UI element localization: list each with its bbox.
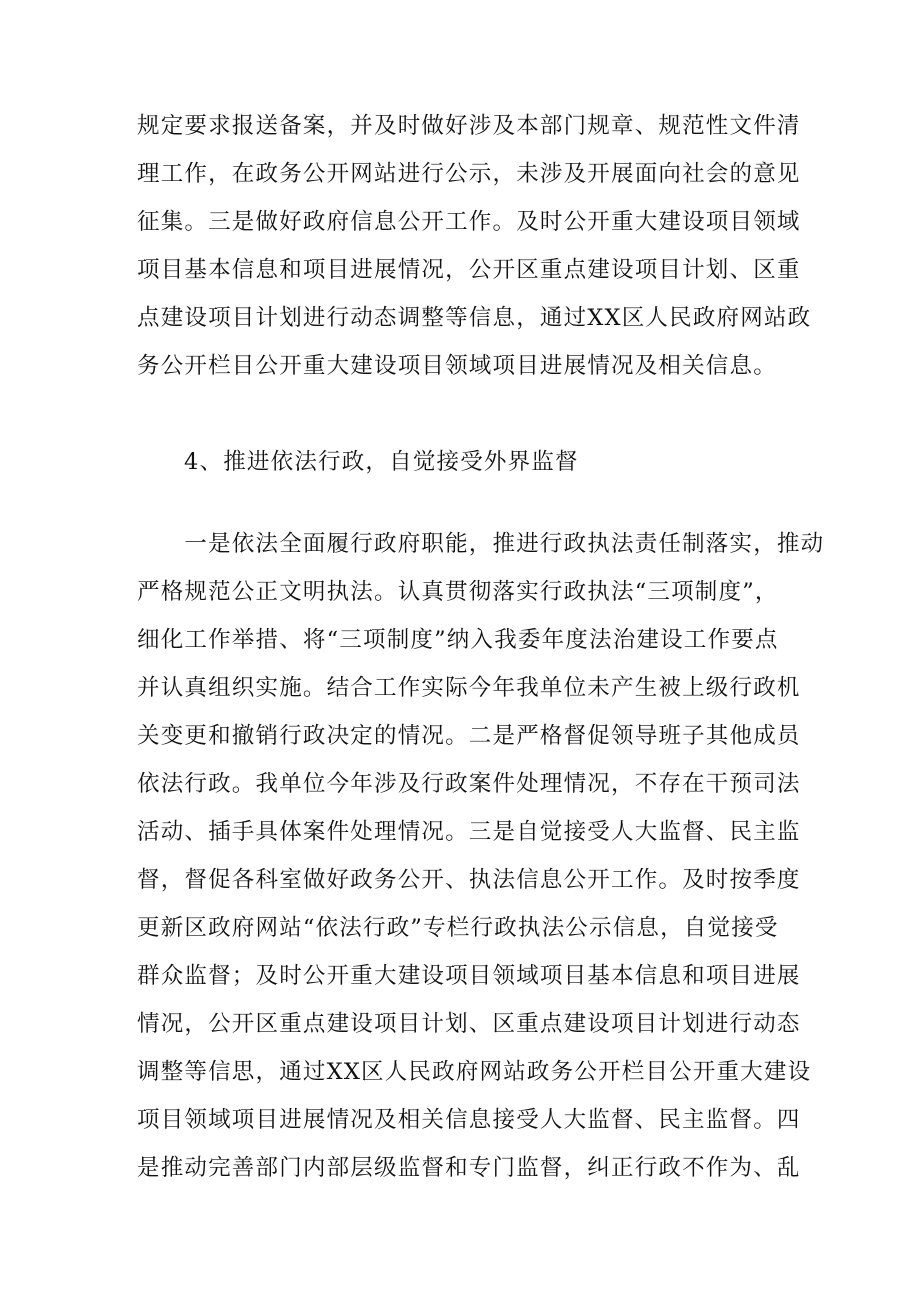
paragraph-line: 情况，公开区重点建设项目计划、区重点建设项目计划进行动态 [137,1011,801,1037]
paragraph-line: 是推动完善部门内部层级监督和专门监督，纠正行政不作为、乱 [137,1155,801,1181]
paragraph-line: 细化工作举措、将“三项制度”纳入我委年度法治建设工作要点 [137,627,779,653]
paragraph-line: 督，督促各科室做好政务公开、执法信息公开工作。及时按季度 [137,867,801,893]
paragraph-line: 群众监督；及时公开重大建设项目领域项目基本信息和项目进展 [137,963,801,989]
paragraph-line: 活动、插手具体案件处理情况。三是自觉接受人大监督、民主监 [137,819,801,845]
paragraph-line: 严格规范公正文明执法。认真贯彻落实行政执法“三项制度”， [137,579,779,605]
section-heading: 4、推进依法行政，自觉接受外界监督 [184,449,579,475]
paragraph-line: 点建设项目计划进行动态调整等信息，通过XX区人民政府网站政 [137,305,812,331]
paragraph-line: 征集。三是做好政府信息公开工作。及时公开重大建设项目领域 [137,209,801,235]
paragraph-1 [137,102,812,390]
paragraph-line: 依法行政。我单位今年涉及行政案件处理情况，不存在干预司法 [137,771,801,797]
paragraph-line: 更新区政府网站“依法行政”专栏行政执法公示信息，自觉接受 [137,915,779,941]
paragraph-line: 务公开栏目公开重大建设项目领域项目进展情况及相关信息。 [137,353,777,379]
paragraph-line: 并认真组织实施。结合工作实际今年我单位未产生被上级行政机 [137,675,801,701]
paragraph-line: 关变更和撤销行政决定的情况。二是严格督促领导班子其他成员 [137,723,801,749]
paragraph-line: 理工作，在政务公开网站进行公示，未涉及开展面向社会的意见 [137,161,801,187]
paragraph-2 [137,520,825,1192]
paragraph-line: 规定要求报送备案，并及时做好涉及本部门规章、规范性文件清 [137,113,801,139]
paragraph-line: 项目基本信息和项目进展情况，公开区重点建设项目计划、区重 [137,257,801,283]
paragraph-line: 项目领域项目进展情况及相关信息接受人大监督、民主监督。四 [137,1107,801,1133]
paragraph-line: 调整等信思，通过XX区人民政府网站政务公开栏目公开重大建设 [137,1059,812,1085]
paragraph-line: 一是依法全面履行政府职能，推进行政执法责任制落实，推动 [137,531,825,557]
